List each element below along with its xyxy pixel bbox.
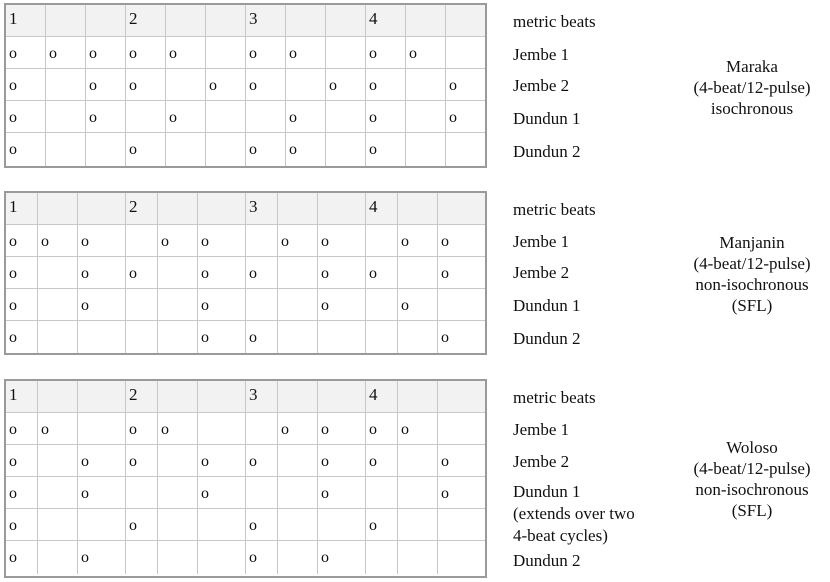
rest-cell [438, 509, 485, 541]
rest-cell [206, 133, 246, 166]
hit-cell: o [198, 477, 246, 509]
hit-cell: o [6, 225, 38, 257]
beat-number-cell [438, 381, 485, 413]
row-label: Jembe 2 [513, 76, 570, 95]
hit-cell: o [441, 329, 449, 346]
rest-cell [78, 509, 126, 541]
hit-cell: o [366, 413, 398, 445]
rhythm-description [680, 232, 824, 316]
hit-cell: o [126, 37, 166, 69]
rest-cell [406, 101, 446, 133]
rest-cell [126, 541, 158, 574]
hit-cell: o [6, 413, 38, 445]
hit-cell: o [38, 413, 78, 445]
rest-cell [366, 541, 398, 574]
rest-cell [278, 541, 318, 574]
beat-number-cell [206, 5, 246, 37]
hit-cell: o [446, 101, 485, 133]
hit-cell: o [366, 257, 398, 289]
rest-cell [158, 509, 198, 541]
rhythm-row [6, 289, 485, 321]
rest-cell [246, 225, 278, 257]
rest-cell [318, 321, 366, 353]
hit-cell: o [6, 37, 46, 69]
maraka-grid [4, 3, 487, 168]
hit-cell: o [438, 445, 485, 477]
row-label: Dundun 1 [513, 296, 581, 315]
rest-cell [398, 509, 438, 541]
rhythm-name: Manjanin [719, 233, 785, 252]
hit-cell: o [78, 289, 126, 321]
rest-cell [78, 413, 126, 445]
rest-cell [326, 37, 366, 69]
rest-cell [438, 541, 485, 574]
hit-cell: o [46, 37, 86, 69]
beat-number-cell: 1 [6, 381, 38, 413]
rhythm-row [6, 133, 485, 166]
hit-cell: o [126, 445, 158, 477]
metric-beats-label: metric beats [513, 12, 596, 31]
row-label-note: (extends over two [513, 504, 635, 523]
hit-cell: o [326, 69, 366, 101]
rest-cell [446, 37, 485, 69]
rest-cell [326, 101, 366, 133]
metric-beats-row [6, 5, 485, 37]
rest-cell [366, 321, 398, 353]
rest-cell [406, 69, 446, 101]
rest-cell [246, 413, 278, 445]
rest-cell [38, 509, 78, 541]
hit-cell: o [198, 445, 246, 477]
hit-cell: o [166, 37, 206, 69]
metric-beats-row [6, 381, 485, 413]
rest-cell [158, 289, 198, 321]
metric-beats-label: metric beats [513, 388, 596, 407]
hit-cell: o [198, 321, 246, 353]
hit-cell: o [366, 445, 398, 477]
beat-number-cell [46, 5, 86, 37]
rhythm-row [6, 541, 485, 574]
beat-number-cell [446, 5, 485, 37]
hit-cell: o [6, 289, 38, 321]
row-label: Jembe 2 [513, 263, 570, 282]
rhythm-meter: (4-beat/12-pulse) [693, 254, 811, 273]
hit-cell: o [78, 541, 126, 574]
rest-cell [198, 541, 246, 574]
rhythm-description [680, 437, 824, 521]
rhythm-grid-2 [6, 381, 485, 576]
rhythm-meter: (4-beat/12-pulse) [693, 78, 811, 97]
hit-cell: o [318, 225, 366, 257]
rest-cell [38, 541, 78, 574]
rhythm-row [6, 69, 485, 101]
hit-cell: o [86, 37, 126, 69]
row-label: Jembe 1 [513, 420, 570, 439]
hit-cell: o [6, 69, 46, 101]
hit-cell: o [198, 225, 246, 257]
hit-cell: o [438, 477, 485, 509]
hit-cell: o [446, 69, 485, 101]
rest-cell [278, 445, 318, 477]
woloso-grid [4, 379, 487, 578]
hit-cell: o [318, 541, 366, 574]
hit-cell: o [438, 257, 485, 289]
hit-cell: o [126, 509, 158, 541]
rhythm-row [6, 101, 485, 133]
rest-cell [158, 257, 198, 289]
rest-cell [198, 413, 246, 445]
rhythm-description [680, 56, 824, 119]
rhythm-row [6, 257, 485, 289]
beat-number-cell [198, 381, 246, 413]
hit-cell: o [126, 413, 158, 445]
rhythm-grid-1 [6, 193, 485, 353]
hit-cell: o [286, 37, 326, 69]
rest-cell [46, 101, 86, 133]
hit-cell: o [366, 509, 398, 541]
rest-cell [46, 133, 86, 166]
hit-cell: o [246, 509, 278, 541]
beat-number-cell [406, 5, 446, 37]
row-label: Dundun 2 [513, 329, 581, 348]
rest-cell [126, 101, 166, 133]
hit-cell: o [78, 257, 126, 289]
row-label: Jembe 2 [513, 452, 570, 471]
rest-cell [278, 509, 318, 541]
rest-cell [158, 321, 198, 353]
rest-cell [206, 37, 246, 69]
hit-cell: o [86, 101, 126, 133]
hit-cell: o [6, 477, 38, 509]
hit-cell: o [78, 445, 126, 477]
beat-number-cell [438, 193, 485, 225]
beat-number-cell: 3 [246, 5, 286, 37]
rest-cell [326, 133, 366, 166]
hit-cell: o [198, 257, 246, 289]
rest-cell [78, 321, 126, 353]
hit-cell: o [38, 225, 78, 257]
rest-cell [278, 477, 318, 509]
hit-cell: o [166, 101, 206, 133]
hit-cell: o [6, 509, 38, 541]
rhythm-row [6, 37, 485, 69]
hit-cell: o [78, 477, 126, 509]
row-label: Dundun 2 [513, 551, 581, 570]
rest-cell [278, 321, 318, 353]
rest-cell [126, 225, 158, 257]
hit-cell: o [246, 321, 278, 353]
beat-number-cell [86, 5, 126, 37]
rhythm-row [6, 445, 485, 477]
hit-cell: o [6, 101, 46, 133]
hit-cell: o [246, 37, 286, 69]
row-label: Jembe 1 [513, 232, 570, 251]
rest-cell [158, 477, 198, 509]
rest-cell [246, 289, 278, 321]
hit-cell: o [6, 321, 38, 353]
rest-cell [46, 69, 86, 101]
hit-cell: o [246, 133, 286, 166]
hit-cell: o [86, 69, 126, 101]
rhythm-row [6, 413, 485, 445]
metric-beats-row [6, 193, 485, 225]
rhythm-row [6, 509, 485, 541]
manjanin-grid [4, 191, 487, 355]
beat-number-cell [78, 381, 126, 413]
rhythm-timing: non-isochronous [695, 480, 809, 499]
beat-number-cell [198, 193, 246, 225]
rest-cell [86, 133, 126, 166]
rest-cell [398, 541, 438, 574]
rest-cell [206, 101, 246, 133]
hit-cell: o [6, 133, 46, 166]
rest-cell [398, 321, 438, 353]
hit-cell: o [126, 257, 158, 289]
beat-number-cell [278, 381, 318, 413]
hit-cell: o [398, 225, 438, 257]
beat-number-cell [278, 193, 318, 225]
hit-cell: o [278, 225, 318, 257]
rest-cell [278, 257, 318, 289]
hit-cell: o [6, 541, 38, 574]
rest-cell [38, 257, 78, 289]
beat-number-cell [318, 193, 366, 225]
hit-cell: o [366, 69, 406, 101]
hit-cell: o [246, 69, 286, 101]
hit-cell: o [398, 413, 438, 445]
beat-number-cell [318, 381, 366, 413]
rest-cell [158, 445, 198, 477]
rest-cell [38, 445, 78, 477]
beat-number-cell: 3 [246, 381, 278, 413]
hit-cell: o [158, 225, 198, 257]
beat-number-cell: 1 [6, 5, 46, 37]
hit-cell: o [406, 37, 446, 69]
rhythm-timing: non-isochronous [695, 275, 809, 294]
rhythm-note: (SFL) [731, 296, 773, 315]
rest-cell [38, 477, 78, 509]
rest-cell [406, 133, 446, 166]
rest-cell [398, 257, 438, 289]
rest-cell [166, 133, 206, 166]
beat-number-cell [398, 381, 438, 413]
rhythm-row [6, 225, 485, 257]
rhythm-name: Maraka [726, 57, 778, 76]
beat-number-cell [398, 193, 438, 225]
rest-cell [126, 477, 158, 509]
rest-cell [366, 289, 398, 321]
rest-cell [38, 321, 78, 353]
hit-cell: o [318, 413, 366, 445]
rest-cell [38, 289, 78, 321]
rest-cell [446, 133, 485, 166]
hit-cell: o [6, 257, 38, 289]
rest-cell [366, 225, 398, 257]
beat-number-cell [286, 5, 326, 37]
beat-number-cell [166, 5, 206, 37]
rest-cell [398, 477, 438, 509]
beat-number-cell [326, 5, 366, 37]
rest-cell [158, 541, 198, 574]
hit-cell: o [246, 257, 278, 289]
rest-cell [198, 509, 246, 541]
hit-cell: o [158, 413, 198, 445]
hit-cell: o [318, 257, 366, 289]
hit-cell: o [6, 445, 38, 477]
beat-number-cell: 2 [126, 381, 158, 413]
rest-cell [438, 289, 485, 321]
rhythm-note: (SFL) [731, 501, 773, 520]
rest-cell [286, 69, 326, 101]
rhythm-timing: isochronous [710, 99, 794, 118]
rest-cell [166, 69, 206, 101]
rest-cell [126, 321, 158, 353]
rhythm-row [6, 477, 485, 509]
hit-cell: o [278, 413, 318, 445]
beat-number-cell [158, 193, 198, 225]
beat-number-cell [78, 193, 126, 225]
hit-cell: o [246, 445, 278, 477]
row-label: Jembe 1 [513, 45, 570, 64]
hit-cell: o [318, 445, 366, 477]
hit-cell: o [206, 69, 246, 101]
beat-number-cell: 2 [126, 5, 166, 37]
rest-cell [246, 101, 286, 133]
row-label: Dundun 1 [513, 109, 581, 128]
rhythm-row [6, 321, 485, 353]
beat-number-cell [38, 381, 78, 413]
hit-cell: o [78, 225, 126, 257]
hit-cell: o [198, 289, 246, 321]
beat-number-cell: 4 [366, 193, 398, 225]
hit-cell: o [366, 37, 406, 69]
rhythm-name: Woloso [726, 438, 778, 457]
row-label-note: 4-beat cycles) [513, 526, 608, 545]
beat-number-cell: 2 [126, 193, 158, 225]
row-label: Dundun 1 [513, 482, 581, 501]
beat-number-cell [38, 193, 78, 225]
hit-cell: o [126, 69, 166, 101]
rest-cell [126, 289, 158, 321]
rhythm-meter: (4-beat/12-pulse) [693, 459, 811, 478]
hit-cell: o [318, 289, 366, 321]
row-label: Dundun 2 [513, 142, 581, 161]
hit-cell: o [286, 133, 326, 166]
hit-cell: o [126, 133, 166, 166]
hit-cell: o [366, 133, 406, 166]
beat-number-cell: 4 [366, 5, 406, 37]
hit-cell: o [398, 289, 438, 321]
rest-cell [366, 477, 398, 509]
rest-cell [246, 477, 278, 509]
metric-beats-label: metric beats [513, 200, 596, 219]
beat-number-cell: 1 [6, 193, 38, 225]
beat-number-cell: 3 [246, 193, 278, 225]
hit-cell: o [246, 541, 278, 574]
rest-cell [278, 289, 318, 321]
hit-cell: o [366, 101, 406, 133]
rest-cell [438, 413, 485, 445]
rest-cell [318, 509, 366, 541]
rhythm-grid-0 [6, 5, 485, 166]
beat-number-cell: 4 [366, 381, 398, 413]
beat-number-cell [158, 381, 198, 413]
hit-cell: o [438, 225, 485, 257]
hit-cell: o [286, 101, 326, 133]
hit-cell: o [318, 477, 366, 509]
rest-cell [398, 445, 438, 477]
